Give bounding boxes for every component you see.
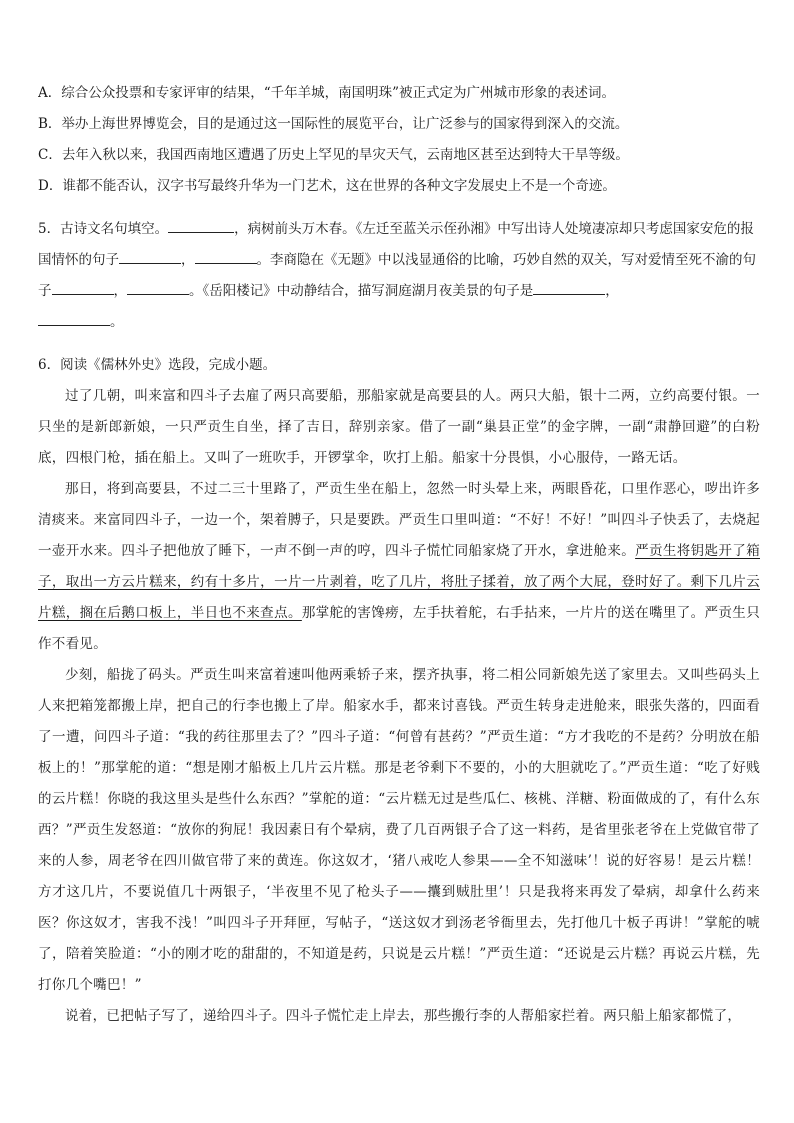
- passage-paragraph-1: 过了几朝，叫来富和四斗子去雇了两只高要船，那船家就是高要县的人。两只大船，银十二两，立约高要付银。一只坐的是新郎新娘，一只严贡生自坐，择了吉日，辞别亲家。借了一副“巢县正堂”的金字牌，一副“肃静回避”的白粉底，四根门枪，插在船上。又叫了一班吹手，开锣掌伞，吹打上船。船家十分畏惧，小心服侍，一路无话。: [38, 388, 760, 466]
- answer-blank-7[interactable]: [38, 311, 110, 326]
- answer-blank-6[interactable]: [533, 280, 605, 295]
- page: [38, 78, 760, 1032]
- passage-paragraph-3: 少刻，船拢了码头。严贡生叫来富着速叫他两乘轿子来，摆齐执事，将二相公同新娘先送了家里去。又叫些码头上人来把箱笼都搬上岸，把自己的行李也搬上了岸。船家水手，都来讨喜钱。严贡生转身走进舱来，眼张失落的，四面看了一遭，问四斗子道：“我的药往那里去了？”四斗子道：“何曾有甚药？”严贡生道：“方才我吃的不是药？分明放在船板上的！”那掌舵的道：“想是刚才船板上几片云片糕。那是老爷剩下不要的，小的大胆就吃了。”严贡生道：“吃了好贱的云片糕！你晓的我这里头是些什么东西？”掌舵的道：“云片糕无过是些瓜仁、核桃、洋糖、粉面做成的了，有什么东西？”严贡生发怒道：“放你的狗屁！我因素日有个晕病，费了几百两银子合了这一料药，是省里张老爷在上党做官带了来的人参，周老爷在四川做官带了来的黄连。你这奴才，‘猪八戒吃人参果——全不知滋味’！说的好容易！是云片糕！方才这几片，不要说值几十两银子，‘半夜里不见了枪头子——攮到贼肚里’！只是我将来再发了晕病，却拿什么药来医？你这奴才，害我不浅！”叫四斗子开拜匣，写帖子，“送这奴才到汤老爷衙里去，先打他几十板子再讲！”掌舵的唬了，陪着笑脸道：“小的刚才吃的甜甜的，不知道是药，只说是云片糕！”严贡生道：“还说是云片糕？再说云片糕，先打你几个嘴巴！”: [38, 667, 760, 993]
- answer-blank-3[interactable]: [195, 249, 257, 264]
- answer-blank-5[interactable]: [127, 280, 189, 295]
- passage-paragraph-2-tail: 那掌舵的害馋痨，左手扶着舵，右手拈来，一片片的送在嘴里了。严贡生只作不看见。: [38, 605, 760, 652]
- passage-paragraph-2-text: 那日，将到高要县，不过二三十里路了，严贡生坐在船上，忽然一时头晕上来，两眼昏花，口里作恶心，哕出许多清痰来。来富同四斗子，一边一个，架着膊子，只是要跌。严贡生口里叫道：“不好！不好！”叫四斗子快丢了，去烧起一壶开水来。四斗子把他放了睡下，一声不倒一声的哼，四斗子慌忙同船家烧了开水，拿进舱来。: [38, 481, 760, 559]
- question-5-text-1: 古诗文名句填空。: [60, 221, 169, 237]
- option-c: C．去年入秋以来，我国西南地区遭遇了历史上罕见的旱灾天气，云南地区甚至达到特大干旱等级。: [38, 147, 629, 163]
- answer-blank-4[interactable]: [52, 280, 114, 295]
- question-5-text-4: 。李商隐在《无题》中以浅显通俗的比喻，巧妙自然的双关，写对爱情至死不渝的句子: [38, 252, 756, 299]
- passage-paragraph-4: 说着，已把帖子写了，递给四斗子。四斗子慌忙走上岸去，那些搬行李的人帮船家拦着。两只船上船家都慌了，: [65, 1008, 742, 1024]
- question-5-text-2: ，病树前头万木春。《左迁至蓝关示侄孙湘》中写出诗人处境凄凉却只考虑国家安危的报国情怀的句子: [38, 221, 754, 268]
- question-5-text-7: ，: [605, 283, 619, 299]
- question-5-text-5: ，: [113, 283, 127, 299]
- question-6-title: 6．阅读《儒林外史》选段，完成小题。: [38, 357, 277, 373]
- answer-blank-2[interactable]: [119, 249, 181, 264]
- reading-passage: [38, 381, 760, 1032]
- option-a: A．综合公众投票和专家评审的结果，“千年羊城，南国明珠”被正式定为广州城市形象的表述词。: [38, 85, 616, 101]
- question-5: [38, 214, 760, 338]
- question-5-text-8: 。: [110, 314, 124, 330]
- question-5-text-6: 。《岳阳楼记》中动静结合，描写洞庭湖月夜美景的句子是: [189, 283, 534, 299]
- answer-blank-1[interactable]: [168, 218, 234, 233]
- option-b: B．举办上海世界博览会，目的是通过这一国际性的展览平台，让广泛参与的国家得到深入的交流。: [38, 116, 629, 132]
- question-5-number: 5．: [38, 221, 61, 237]
- question-5-text-3: ，: [181, 252, 195, 268]
- option-d: D．谁都不能否认，汉字书写最终升华为一门艺术，这在世界的各种文字发展史上不是一个奇迹。: [38, 178, 616, 194]
- underlined-sentence: 严贡生将钥匙开了箱子，取出一方云片糕来，约有十多片，一片一片剥着，吃了几片，将肚子揉着，放了两个大屁，登时好了。剩下几片云片糕，搁在后鹅口板上，半日也不来查点。: [38, 543, 760, 621]
- option-list: [38, 78, 760, 202]
- passage-paragraph-2: [38, 474, 760, 660]
